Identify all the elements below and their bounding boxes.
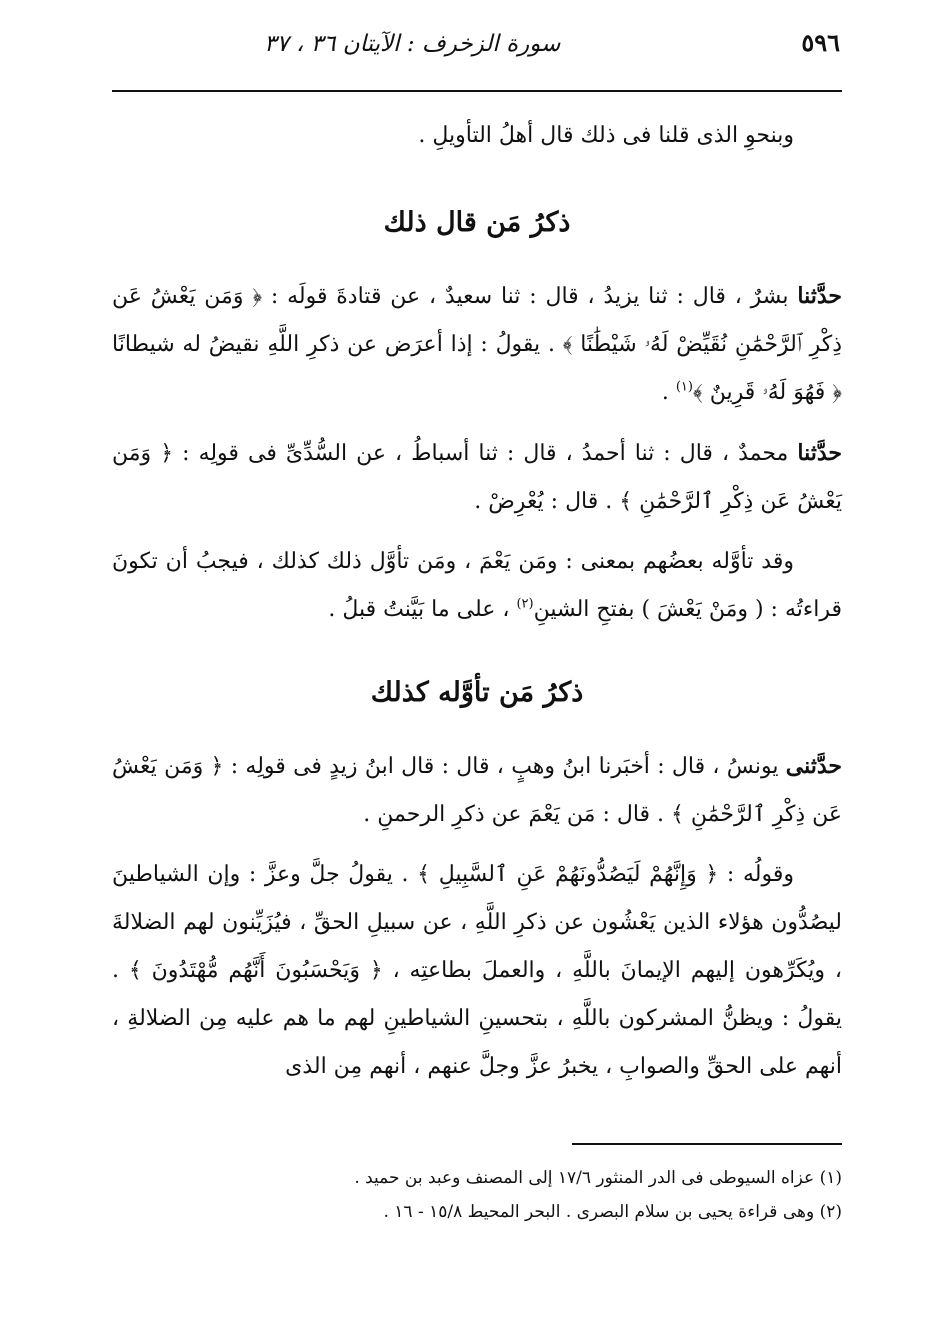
paragraph-commentary-1 — [112, 538, 842, 634]
book-page — [112, 28, 842, 1229]
footnote-ref-2[interactable]: (٢) — [516, 596, 534, 612]
narration-lead: حدَّثنا — [797, 283, 842, 309]
paragraph-end: ، على ما بَيَّنتُ قبلُ . — [328, 597, 517, 622]
page-number: ٥٩٦ — [801, 28, 840, 57]
paragraph-hadith-2 — [112, 429, 842, 526]
footnotes — [112, 1161, 842, 1229]
paragraph-text: وقد تأوَّله بعضُهم بمعنى : ومَن يَعْمَ ، ومَن تأوَّل ذلك كذلك ، فيجبُ أن تكونَ قراءتُه : ( ومَنْ يَعْشَ ) بفتحِ الشينِ — [112, 549, 842, 622]
footnote-2: (٢) وهى قراءة يحيى بن سلام البصرى . البحر المحيط ١٥/٨ - ١٦ . — [383, 1202, 842, 1222]
paragraph-hadith-3 — [112, 742, 842, 839]
paragraph-text: بشرٌ ، قال : ثنا يزيدُ ، قال : ثنا سعيدٌ ، عن قتادةَ قولَه : ﴿ وَمَن يَعْشُ عَن ذِكْرِ ٱلرَّحْمَٰنِ نُقَيِّضْ لَهُۥ شَيْطَٰنًا ﴾ . يقولُ : إذا أعرَض عن ذكرِ اللَّهِ نقيضُ له شيطانًا ﴿ فَهُوَ لَهُۥ قَرِينٌ ﴾ — [112, 284, 842, 405]
paragraph-text: يونسُ ، قال : أخبَرنا ابنُ وهبٍ ، قال : قال ابنُ زيدٍ فى قولِه : ﴿ وَمَن يَعْشُ عَن ذِكْرِ ٱلرَّحْمَٰنِ ﴾ . قال : مَن يَعْمَ عن ذكرِ الرحمنِ . — [112, 754, 842, 827]
footnote-rule — [572, 1143, 842, 1145]
header-rule — [112, 90, 842, 92]
footnote-ref-1[interactable]: (١) — [675, 379, 693, 395]
section-heading-1: ذكرُ مَن قال ذلك — [383, 207, 571, 238]
footnote-1: (١) عزاه السيوطى فى الدر المنثور ١٧/٦ إلى المصنف وعبد بن حميد . — [354, 1168, 842, 1188]
paragraph-hadith-1 — [112, 272, 842, 417]
paragraph-intro: وبنحوِ الذى قلنا فى ذلك قال أهلُ التأويلِ . — [418, 123, 794, 148]
paragraph-end: . — [661, 380, 676, 405]
header-title: سورة الزخرف : الآيتان ٣٦ ، ٣٧ — [264, 31, 561, 57]
paragraph-text: محمدٌ ، قال : ثنا أحمدُ ، قال : ثنا أسباطُ ، عن السُّدِّىِّ فى قولِه : ﴿ وَمَن يَعْشُ عَن ذِكْرِ ٱلرَّحْمَٰنِ ﴾ . قال : يُعْرِضْ . — [112, 441, 842, 514]
narration-lead: حدَّثنى — [785, 753, 842, 779]
running-header — [112, 28, 842, 68]
narration-lead: حدَّثنا — [797, 440, 842, 466]
section-heading-2: ذكرُ مَن تأوَّله كذلك — [370, 677, 584, 708]
paragraph-commentary-2: وقولُه : ﴿ وَإِنَّهُمْ لَيَصُدُّونَهُمْ عَنِ ٱلسَّبِيلِ ﴾ . يقولُ جلَّ وعزَّ : وإن الشياطينَ ليصُدُّون هؤلاء الذين يَعْشُون عن ذكرِ اللَّهِ ، عن سبيلِ الحقِّ ، فيُزَيِّنون لهم الضلالةَ ، ويُكَرِّهون إليهم الإيمانَ باللَّهِ ، والعملَ بطاعتِه ، ﴿ وَيَحْسَبُونَ أَنَّهُم مُّهْتَدُونَ ﴾ . يقولُ : ويظنُّ المشركون باللَّهِ ، بتحسينِ الشياطينِ لهم ما هم عليه مِن الضلالةِ ، أنهم على الحقِّ والصوابِ ، يخبرُ عزَّ وجلَّ عنهم ، أنهم مِن الذى — [112, 862, 842, 1079]
